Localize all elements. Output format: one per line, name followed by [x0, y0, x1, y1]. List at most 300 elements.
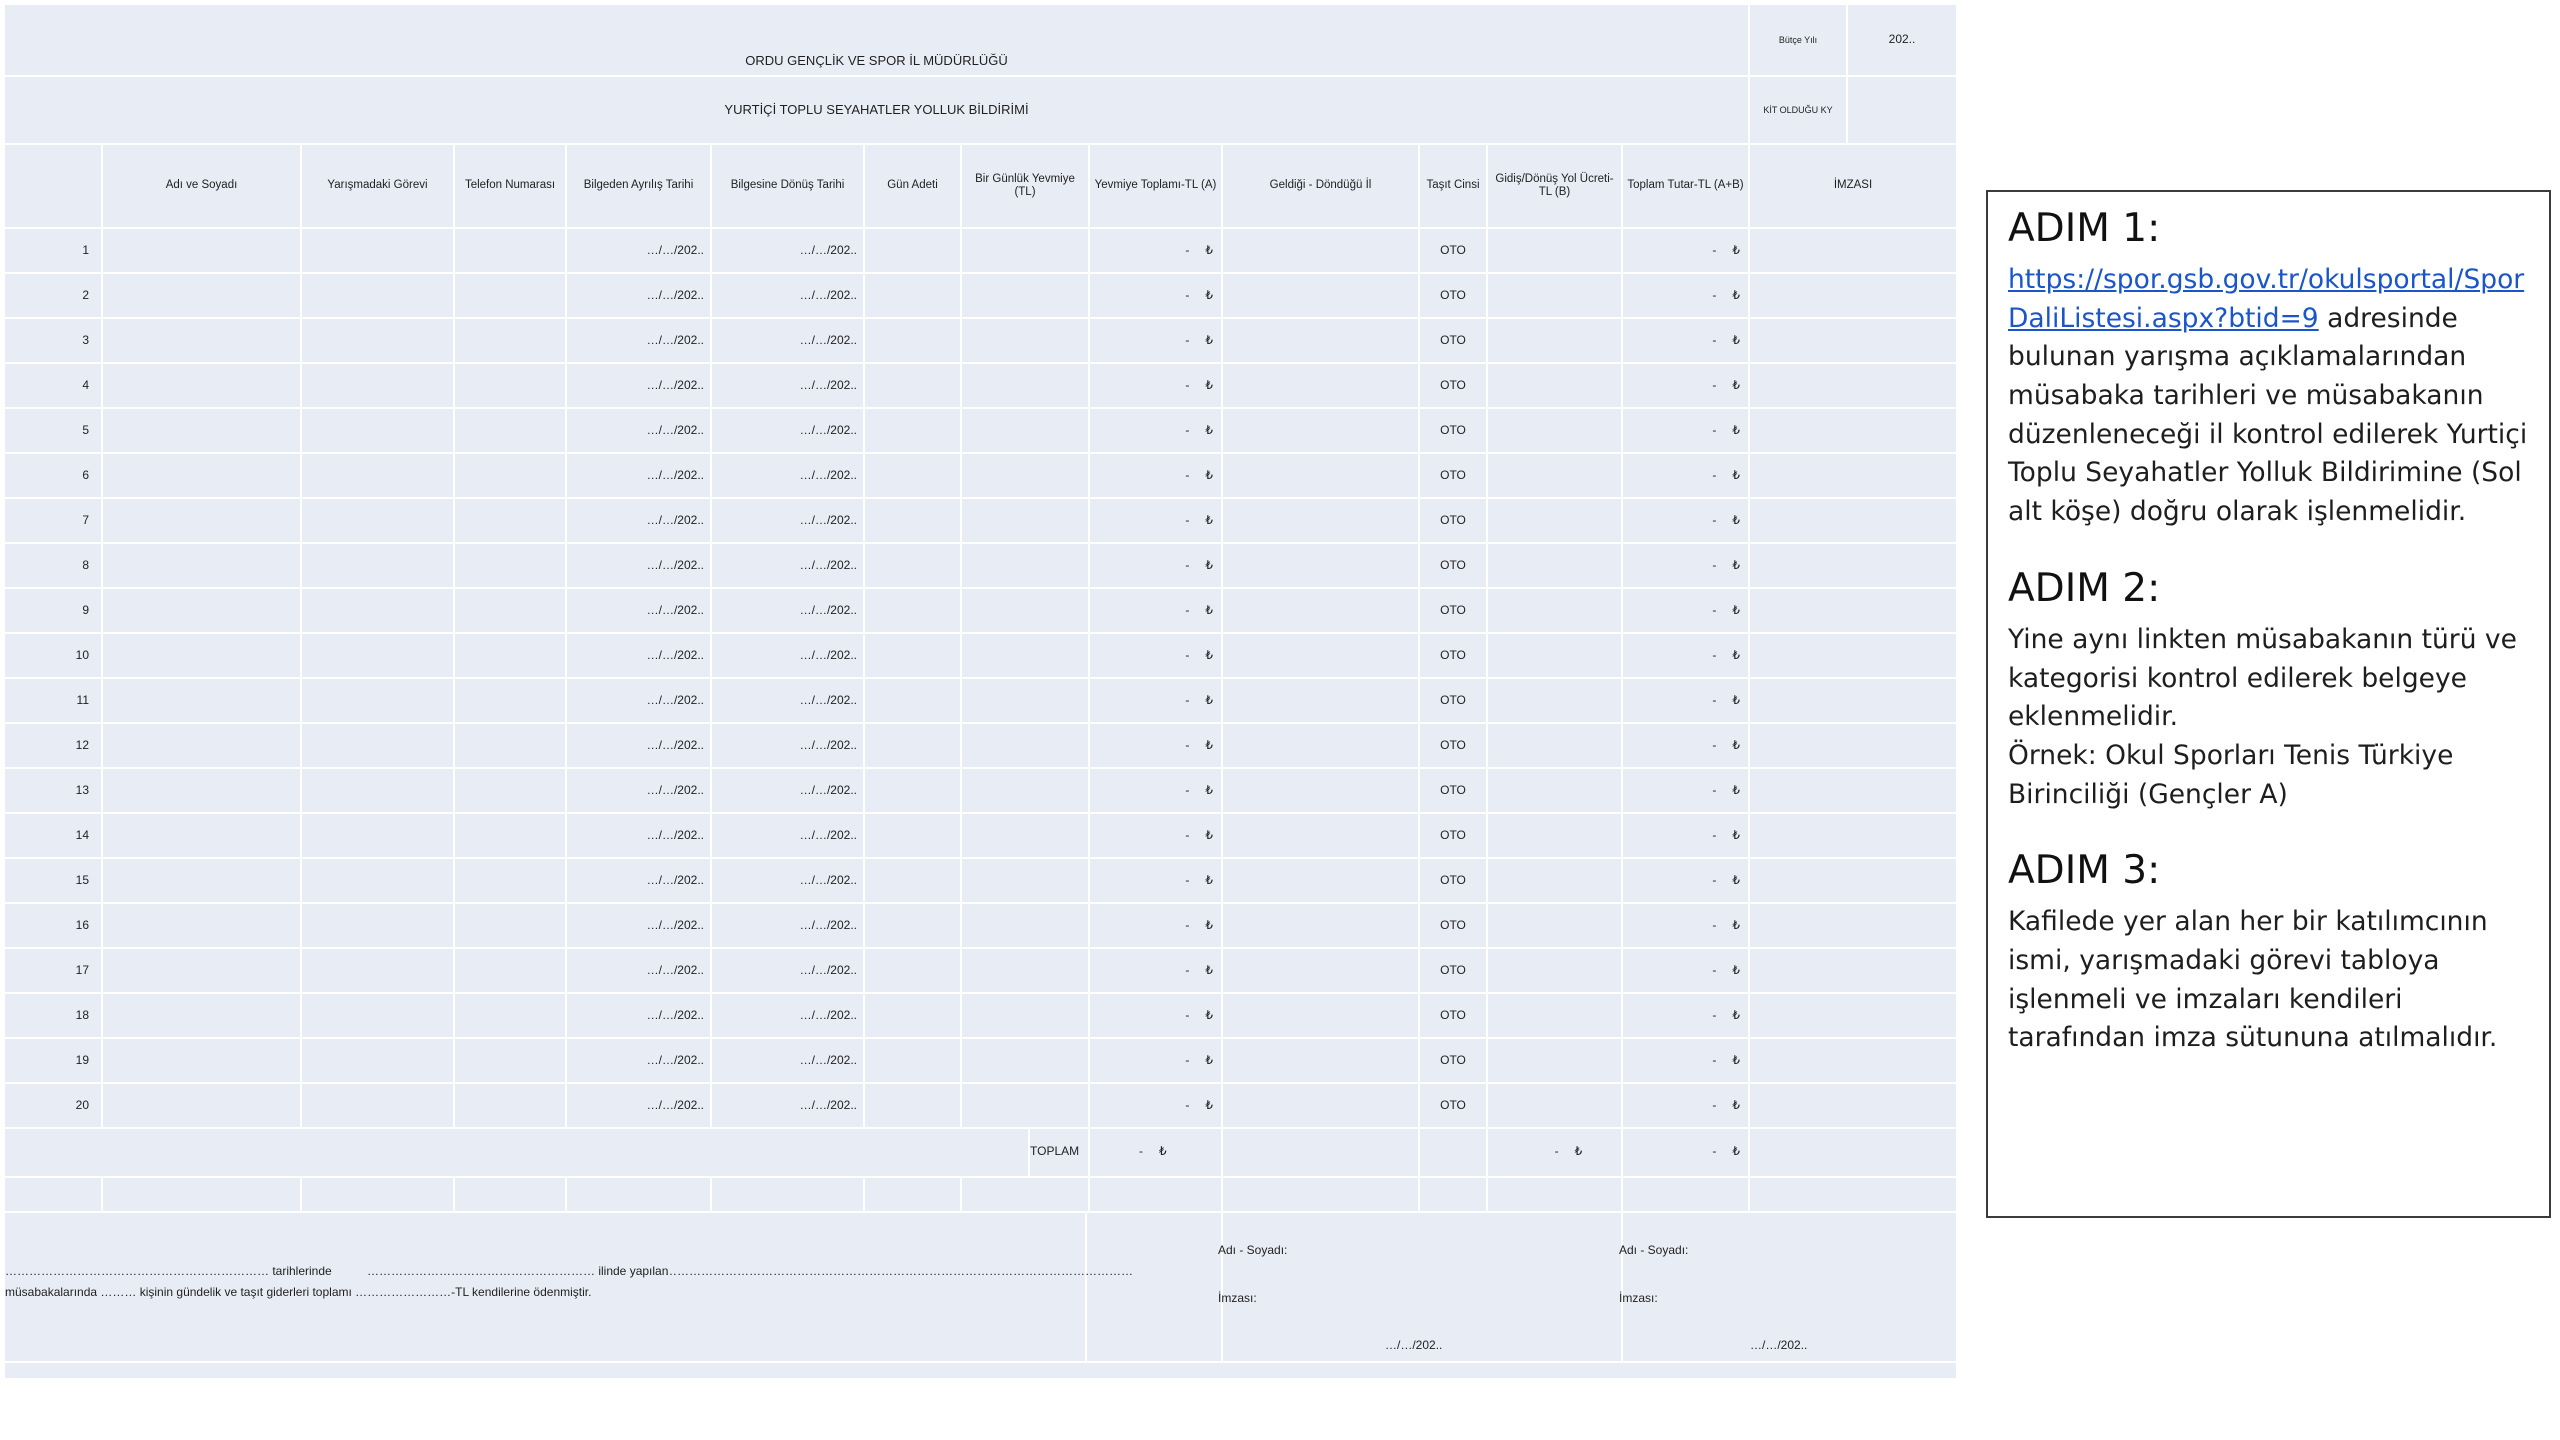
road-fee-cell[interactable] — [1488, 274, 1623, 319]
day-count-cell[interactable] — [865, 589, 962, 634]
allowance-total-cell — [1090, 679, 1223, 724]
signature-cell[interactable] — [1750, 319, 1958, 364]
daily-allowance-cell[interactable] — [962, 949, 1090, 994]
phone-cell[interactable] — [455, 724, 567, 769]
signature-cell[interactable] — [1750, 679, 1958, 724]
signature-cell[interactable] — [1750, 409, 1958, 454]
row-number: 4 — [5, 364, 103, 409]
departure-date-cell[interactable]: …/…/202.. — [567, 1039, 712, 1084]
name-cell[interactable] — [103, 634, 302, 679]
return-date-cell[interactable]: …/…/202.. — [712, 994, 865, 1039]
road-fee-cell[interactable] — [1488, 904, 1623, 949]
return-date-cell[interactable]: …/…/202.. — [712, 949, 865, 994]
phone-cell[interactable] — [455, 364, 567, 409]
blank-cell — [1488, 1178, 1623, 1213]
return-date-cell[interactable]: …/…/202.. — [712, 1084, 865, 1129]
return-date-cell[interactable]: …/…/202.. — [712, 499, 865, 544]
role-cell[interactable] — [302, 589, 455, 634]
road-fee-cell[interactable] — [1488, 544, 1623, 589]
allowance-dash: - — [1185, 512, 1190, 527]
vehicle-cell[interactable]: OTO — [1420, 769, 1488, 814]
allowance-total-cell — [1090, 544, 1223, 589]
name-cell[interactable] — [103, 859, 302, 904]
row-number: 14 — [5, 814, 103, 859]
signature-cell[interactable] — [1750, 364, 1958, 409]
return-date-cell[interactable]: …/…/202.. — [712, 319, 865, 364]
city-cell[interactable] — [1223, 1039, 1420, 1084]
allowance-dash: - — [1185, 872, 1190, 887]
departure-date-cell[interactable]: …/…/202.. — [567, 229, 712, 274]
row-number: 8 — [5, 544, 103, 589]
column-header: Gidiş/Dönüş Yol Ücreti-TL (B) — [1488, 145, 1623, 229]
column-header: Adı ve Soyadı — [103, 145, 302, 229]
day-count-cell[interactable] — [865, 904, 962, 949]
city-cell[interactable] — [1223, 1084, 1420, 1129]
return-date-cell[interactable]: …/…/202.. — [712, 274, 865, 319]
role-cell[interactable] — [302, 904, 455, 949]
vehicle-cell[interactable]: OTO — [1420, 454, 1488, 499]
daily-allowance-cell[interactable] — [962, 364, 1090, 409]
blank-cell — [1623, 1178, 1750, 1213]
vehicle-cell[interactable]: OTO — [1420, 994, 1488, 1039]
return-date-cell[interactable]: …/…/202.. — [712, 589, 865, 634]
phone-cell[interactable] — [455, 454, 567, 499]
role-cell[interactable] — [302, 544, 455, 589]
blank-cell — [712, 1178, 865, 1213]
day-count-cell[interactable] — [865, 364, 962, 409]
total-city — [1223, 1128, 1420, 1178]
vehicle-cell[interactable]: OTO — [1420, 499, 1488, 544]
name-cell[interactable] — [103, 589, 302, 634]
role-cell[interactable] — [302, 274, 455, 319]
budget-year-value[interactable]: 202.. — [1848, 5, 1958, 77]
return-date-cell[interactable]: …/…/202.. — [712, 409, 865, 454]
signature-cell[interactable] — [1750, 229, 1958, 274]
row-total-cell — [1623, 544, 1750, 589]
signature-cell[interactable] — [1750, 814, 1958, 859]
vehicle-cell[interactable]: OTO — [1420, 634, 1488, 679]
column-header: Bilgesine Dönüş Tarihi — [712, 145, 865, 229]
daily-allowance-cell[interactable] — [962, 409, 1090, 454]
departure-date-cell[interactable]: …/…/202.. — [567, 859, 712, 904]
daily-allowance-cell[interactable] — [962, 544, 1090, 589]
daily-allowance-cell[interactable] — [962, 1039, 1090, 1084]
signature-cell[interactable] — [1750, 274, 1958, 319]
row-total-cell — [1623, 634, 1750, 679]
city-cell[interactable] — [1223, 229, 1420, 274]
blank-cell — [302, 1178, 455, 1213]
phone-cell[interactable] — [455, 1084, 567, 1129]
column-header: Gün Adeti — [865, 145, 962, 229]
allowance-currency: ₺ — [1205, 1097, 1213, 1112]
name-cell[interactable] — [103, 679, 302, 724]
city-cell[interactable] — [1223, 589, 1420, 634]
role-cell[interactable] — [302, 454, 455, 499]
daily-allowance-cell[interactable] — [962, 769, 1090, 814]
signer-1-sign-label: İmzası: — [1218, 1291, 1257, 1305]
departure-date-cell[interactable]: …/…/202.. — [567, 589, 712, 634]
role-cell[interactable] — [302, 859, 455, 904]
city-cell[interactable] — [1223, 499, 1420, 544]
phone-cell[interactable] — [455, 229, 567, 274]
day-count-cell[interactable] — [865, 409, 962, 454]
row-total-cell — [1623, 589, 1750, 634]
day-count-cell[interactable] — [865, 1084, 962, 1129]
daily-allowance-cell[interactable] — [962, 859, 1090, 904]
phone-cell[interactable] — [455, 769, 567, 814]
day-count-cell[interactable] — [865, 229, 962, 274]
total-yol-dash: - — [1554, 1144, 1559, 1159]
return-date-cell[interactable]: …/…/202.. — [712, 679, 865, 724]
daily-allowance-cell[interactable] — [962, 454, 1090, 499]
signature-cell[interactable] — [1750, 769, 1958, 814]
road-fee-cell[interactable] — [1488, 454, 1623, 499]
daily-allowance-cell[interactable] — [962, 589, 1090, 634]
signature-cell[interactable] — [1750, 499, 1958, 544]
role-cell[interactable] — [302, 724, 455, 769]
blank-cell — [1223, 1178, 1420, 1213]
city-cell[interactable] — [1223, 319, 1420, 364]
row-total-currency: ₺ — [1732, 242, 1740, 257]
departure-date-cell[interactable]: …/…/202.. — [567, 994, 712, 1039]
name-cell[interactable] — [103, 364, 302, 409]
daily-allowance-cell[interactable] — [962, 814, 1090, 859]
vehicle-cell[interactable]: OTO — [1420, 319, 1488, 364]
departure-date-cell[interactable]: …/…/202.. — [567, 769, 712, 814]
blank-cell — [103, 1178, 302, 1213]
role-cell[interactable] — [302, 679, 455, 724]
return-date-cell[interactable]: …/…/202.. — [712, 904, 865, 949]
phone-cell[interactable] — [455, 544, 567, 589]
allowance-currency: ₺ — [1205, 782, 1213, 797]
road-fee-cell[interactable] — [1488, 1084, 1623, 1129]
allowance-dash: - — [1185, 602, 1190, 617]
return-date-cell[interactable]: …/…/202.. — [712, 859, 865, 904]
row-total-dash: - — [1712, 242, 1717, 257]
city-cell[interactable] — [1223, 814, 1420, 859]
signature-cell[interactable] — [1750, 904, 1958, 949]
name-cell[interactable] — [103, 904, 302, 949]
road-fee-cell[interactable] — [1488, 319, 1623, 364]
role-cell[interactable] — [302, 319, 455, 364]
signature-cell[interactable] — [1750, 1039, 1958, 1084]
road-fee-cell[interactable] — [1488, 814, 1623, 859]
name-cell[interactable] — [103, 724, 302, 769]
role-cell[interactable] — [302, 364, 455, 409]
allowance-dash: - — [1185, 962, 1190, 977]
city-cell[interactable] — [1223, 409, 1420, 454]
departure-date-cell[interactable]: …/…/202.. — [567, 499, 712, 544]
name-cell[interactable] — [103, 409, 302, 454]
name-cell[interactable] — [103, 454, 302, 499]
name-cell[interactable] — [103, 814, 302, 859]
phone-cell[interactable] — [455, 319, 567, 364]
daily-allowance-cell[interactable] — [962, 229, 1090, 274]
phone-cell[interactable] — [455, 409, 567, 454]
road-fee-cell[interactable] — [1488, 499, 1623, 544]
signature-cell[interactable] — [1750, 994, 1958, 1039]
okulsportal-link[interactable]: https://spor.gsb.gov.tr/okulsportal/SporDaliListesi.aspx?btid=9 — [2008, 264, 2525, 334]
day-count-cell[interactable] — [865, 544, 962, 589]
name-cell[interactable] — [103, 1039, 302, 1084]
name-cell[interactable] — [103, 949, 302, 994]
departure-date-cell[interactable]: …/…/202.. — [567, 814, 712, 859]
blank-cell — [1750, 1178, 1958, 1213]
signer-2-sign-label: İmzası: — [1619, 1291, 1658, 1305]
city-cell[interactable] — [1223, 724, 1420, 769]
allowance-currency: ₺ — [1205, 737, 1213, 752]
return-date-cell[interactable]: …/…/202.. — [712, 454, 865, 499]
name-cell[interactable] — [103, 769, 302, 814]
vehicle-cell[interactable]: OTO — [1420, 589, 1488, 634]
city-cell[interactable] — [1223, 454, 1420, 499]
footer-event-blank: ……………………………………………………………………………………………………… — [665, 1264, 1133, 1278]
road-fee-cell[interactable] — [1488, 769, 1623, 814]
city-cell[interactable] — [1223, 364, 1420, 409]
phone-cell[interactable] — [455, 589, 567, 634]
signature-cell[interactable] — [1750, 589, 1958, 634]
allowance-currency: ₺ — [1205, 827, 1213, 842]
departure-date-cell[interactable]: …/…/202.. — [567, 1084, 712, 1129]
city-cell[interactable] — [1223, 274, 1420, 319]
city-cell[interactable] — [1223, 544, 1420, 589]
kit-value[interactable] — [1848, 77, 1958, 145]
allowance-total-cell — [1090, 904, 1223, 949]
return-date-cell[interactable]: …/…/202.. — [712, 229, 865, 274]
step2-title: ADIM 2: — [2008, 565, 2161, 611]
name-cell[interactable] — [103, 229, 302, 274]
day-count-cell[interactable] — [865, 949, 962, 994]
day-count-cell[interactable] — [865, 319, 962, 364]
daily-allowance-cell[interactable] — [962, 319, 1090, 364]
row-total-cell — [1623, 724, 1750, 769]
road-fee-cell[interactable] — [1488, 409, 1623, 454]
allowance-currency: ₺ — [1205, 512, 1213, 527]
signature-cell[interactable] — [1750, 634, 1958, 679]
row-total-dash: - — [1712, 962, 1717, 977]
row-total-dash: - — [1712, 1007, 1717, 1022]
row-total-cell — [1623, 859, 1750, 904]
road-fee-cell[interactable] — [1488, 364, 1623, 409]
road-fee-cell[interactable] — [1488, 949, 1623, 994]
name-cell[interactable] — [103, 1084, 302, 1129]
day-count-cell[interactable] — [865, 274, 962, 319]
signature-cell[interactable] — [1750, 1084, 1958, 1129]
departure-date-cell[interactable]: …/…/202.. — [567, 274, 712, 319]
signature-cell[interactable] — [1750, 859, 1958, 904]
row-total-cell — [1623, 454, 1750, 499]
departure-date-cell[interactable]: …/…/202.. — [567, 904, 712, 949]
return-date-cell[interactable]: …/…/202.. — [712, 814, 865, 859]
day-count-cell[interactable] — [865, 814, 962, 859]
row-total-currency: ₺ — [1732, 422, 1740, 437]
daily-allowance-cell[interactable] — [962, 274, 1090, 319]
role-cell[interactable] — [302, 769, 455, 814]
road-fee-cell[interactable] — [1488, 1039, 1623, 1084]
signature-cell[interactable] — [1750, 544, 1958, 589]
vehicle-cell[interactable]: OTO — [1420, 409, 1488, 454]
phone-cell[interactable] — [455, 499, 567, 544]
role-cell[interactable] — [302, 229, 455, 274]
daily-allowance-cell[interactable] — [962, 679, 1090, 724]
city-cell[interactable] — [1223, 679, 1420, 724]
role-cell[interactable] — [302, 949, 455, 994]
total-sum-dash: - — [1712, 1144, 1717, 1159]
day-count-cell[interactable] — [865, 994, 962, 1039]
signer-2-name-label: Adı - Soyadı: — [1619, 1243, 1689, 1257]
departure-date-cell[interactable]: …/…/202.. — [567, 364, 712, 409]
city-cell[interactable] — [1223, 949, 1420, 994]
row-number: 11 — [5, 679, 103, 724]
city-cell[interactable] — [1223, 994, 1420, 1039]
vehicle-cell[interactable]: OTO — [1420, 364, 1488, 409]
role-cell[interactable] — [302, 499, 455, 544]
road-fee-cell[interactable] — [1488, 859, 1623, 904]
row-total-dash: - — [1712, 332, 1717, 347]
road-fee-cell[interactable] — [1488, 229, 1623, 274]
return-date-cell[interactable]: …/…/202.. — [712, 364, 865, 409]
signature-cell[interactable] — [1750, 724, 1958, 769]
allowance-total-cell — [1090, 454, 1223, 499]
departure-date-cell[interactable]: …/…/202.. — [567, 409, 712, 454]
road-fee-cell[interactable] — [1488, 724, 1623, 769]
signer-1-date: …/…/202.. — [1385, 1338, 1443, 1352]
footer-payment-statement: müsabakalarında ……… kişinin gündelik ve taşıt giderleri toplamı ……………………-TL kendilerine ödenmiştir. — [5, 1285, 592, 1299]
vehicle-cell[interactable]: OTO — [1420, 724, 1488, 769]
road-fee-cell[interactable] — [1488, 679, 1623, 724]
role-cell[interactable] — [302, 994, 455, 1039]
daily-allowance-cell[interactable] — [962, 904, 1090, 949]
column-header: Geldiği - Döndüğü İl — [1223, 145, 1420, 229]
day-count-cell[interactable] — [865, 499, 962, 544]
vehicle-cell[interactable]: OTO — [1420, 814, 1488, 859]
city-cell[interactable] — [1223, 769, 1420, 814]
name-cell[interactable] — [103, 499, 302, 544]
phone-cell[interactable] — [455, 274, 567, 319]
vehicle-cell[interactable]: OTO — [1420, 949, 1488, 994]
phone-cell[interactable] — [455, 949, 567, 994]
day-count-cell[interactable] — [865, 454, 962, 499]
signature-cell[interactable] — [1750, 949, 1958, 994]
allowance-currency: ₺ — [1205, 1052, 1213, 1067]
phone-cell[interactable] — [455, 814, 567, 859]
name-cell[interactable] — [103, 319, 302, 364]
day-count-cell[interactable] — [865, 859, 962, 904]
departure-date-cell[interactable]: …/…/202.. — [567, 319, 712, 364]
return-date-cell[interactable]: …/…/202.. — [712, 1039, 865, 1084]
departure-date-cell[interactable]: …/…/202.. — [567, 544, 712, 589]
phone-cell[interactable] — [455, 634, 567, 679]
day-count-cell[interactable] — [865, 724, 962, 769]
daily-allowance-cell[interactable] — [962, 1084, 1090, 1129]
row-number: 10 — [5, 634, 103, 679]
row-total-currency: ₺ — [1732, 467, 1740, 482]
road-fee-cell[interactable] — [1488, 994, 1623, 1039]
row-number: 13 — [5, 769, 103, 814]
step2-example: Örnek: Okul Sporları Tenis Türkiye Birinciliği (Gençler A) — [2008, 739, 2454, 810]
total-yevmiye-currency: ₺ — [1159, 1144, 1167, 1159]
name-cell[interactable] — [103, 544, 302, 589]
row-total-cell — [1623, 1084, 1750, 1129]
return-date-cell[interactable]: …/…/202.. — [712, 544, 865, 589]
departure-date-cell[interactable]: …/…/202.. — [567, 634, 712, 679]
vehicle-cell[interactable]: OTO — [1420, 1084, 1488, 1129]
return-date-cell[interactable]: …/…/202.. — [712, 634, 865, 679]
instructions-panel — [1986, 190, 2551, 1218]
row-number: 6 — [5, 454, 103, 499]
name-cell[interactable] — [103, 994, 302, 1039]
signature-cell[interactable] — [1750, 454, 1958, 499]
road-fee-cell[interactable] — [1488, 634, 1623, 679]
city-cell[interactable] — [1223, 859, 1420, 904]
return-date-cell[interactable]: …/…/202.. — [712, 769, 865, 814]
row-total-currency: ₺ — [1732, 917, 1740, 932]
phone-cell[interactable] — [455, 859, 567, 904]
city-cell[interactable] — [1223, 634, 1420, 679]
phone-cell[interactable] — [455, 1039, 567, 1084]
phone-cell[interactable] — [455, 904, 567, 949]
allowance-currency: ₺ — [1205, 242, 1213, 257]
day-count-cell[interactable] — [865, 679, 962, 724]
daily-allowance-cell[interactable] — [962, 994, 1090, 1039]
role-cell[interactable] — [302, 634, 455, 679]
row-total-currency: ₺ — [1732, 1052, 1740, 1067]
daily-allowance-cell[interactable] — [962, 724, 1090, 769]
vehicle-cell[interactable]: OTO — [1420, 229, 1488, 274]
row-total-currency: ₺ — [1732, 332, 1740, 347]
role-cell[interactable] — [302, 1039, 455, 1084]
row-total-cell — [1623, 679, 1750, 724]
vehicle-cell[interactable]: OTO — [1420, 859, 1488, 904]
row-total-dash: - — [1712, 872, 1717, 887]
vehicle-cell[interactable]: OTO — [1420, 904, 1488, 949]
day-count-cell[interactable] — [865, 634, 962, 679]
allowance-currency: ₺ — [1205, 917, 1213, 932]
footer-city-blank: ………………………………………………… ilinde yapılan — [367, 1264, 669, 1278]
city-cell[interactable] — [1223, 904, 1420, 949]
name-cell[interactable] — [103, 274, 302, 319]
vehicle-cell[interactable]: OTO — [1420, 544, 1488, 589]
role-cell[interactable] — [302, 814, 455, 859]
vehicle-cell[interactable]: OTO — [1420, 1039, 1488, 1084]
vehicle-cell[interactable]: OTO — [1420, 274, 1488, 319]
role-cell[interactable] — [302, 409, 455, 454]
daily-allowance-cell[interactable] — [962, 634, 1090, 679]
day-count-cell[interactable] — [865, 1039, 962, 1084]
row-total-dash: - — [1712, 512, 1717, 527]
allowance-total-cell — [1090, 274, 1223, 319]
phone-cell[interactable] — [455, 679, 567, 724]
return-date-cell[interactable]: …/…/202.. — [712, 724, 865, 769]
day-count-cell[interactable] — [865, 769, 962, 814]
departure-date-cell[interactable]: …/…/202.. — [567, 724, 712, 769]
vehicle-cell[interactable]: OTO — [1420, 679, 1488, 724]
departure-date-cell[interactable]: …/…/202.. — [567, 679, 712, 724]
column-header: İMZASI — [1750, 145, 1958, 229]
allowance-total-cell — [1090, 724, 1223, 769]
row-number: 19 — [5, 1039, 103, 1084]
road-fee-cell[interactable] — [1488, 589, 1623, 634]
row-total-dash: - — [1712, 737, 1717, 752]
daily-allowance-cell[interactable] — [962, 499, 1090, 544]
departure-date-cell[interactable]: …/…/202.. — [567, 454, 712, 499]
departure-date-cell[interactable]: …/…/202.. — [567, 949, 712, 994]
total-yol-currency: ₺ — [1574, 1144, 1583, 1159]
row-total-dash: - — [1712, 692, 1717, 707]
role-cell[interactable] — [302, 1084, 455, 1129]
phone-cell[interactable] — [455, 994, 567, 1039]
blank-cell — [455, 1178, 567, 1213]
